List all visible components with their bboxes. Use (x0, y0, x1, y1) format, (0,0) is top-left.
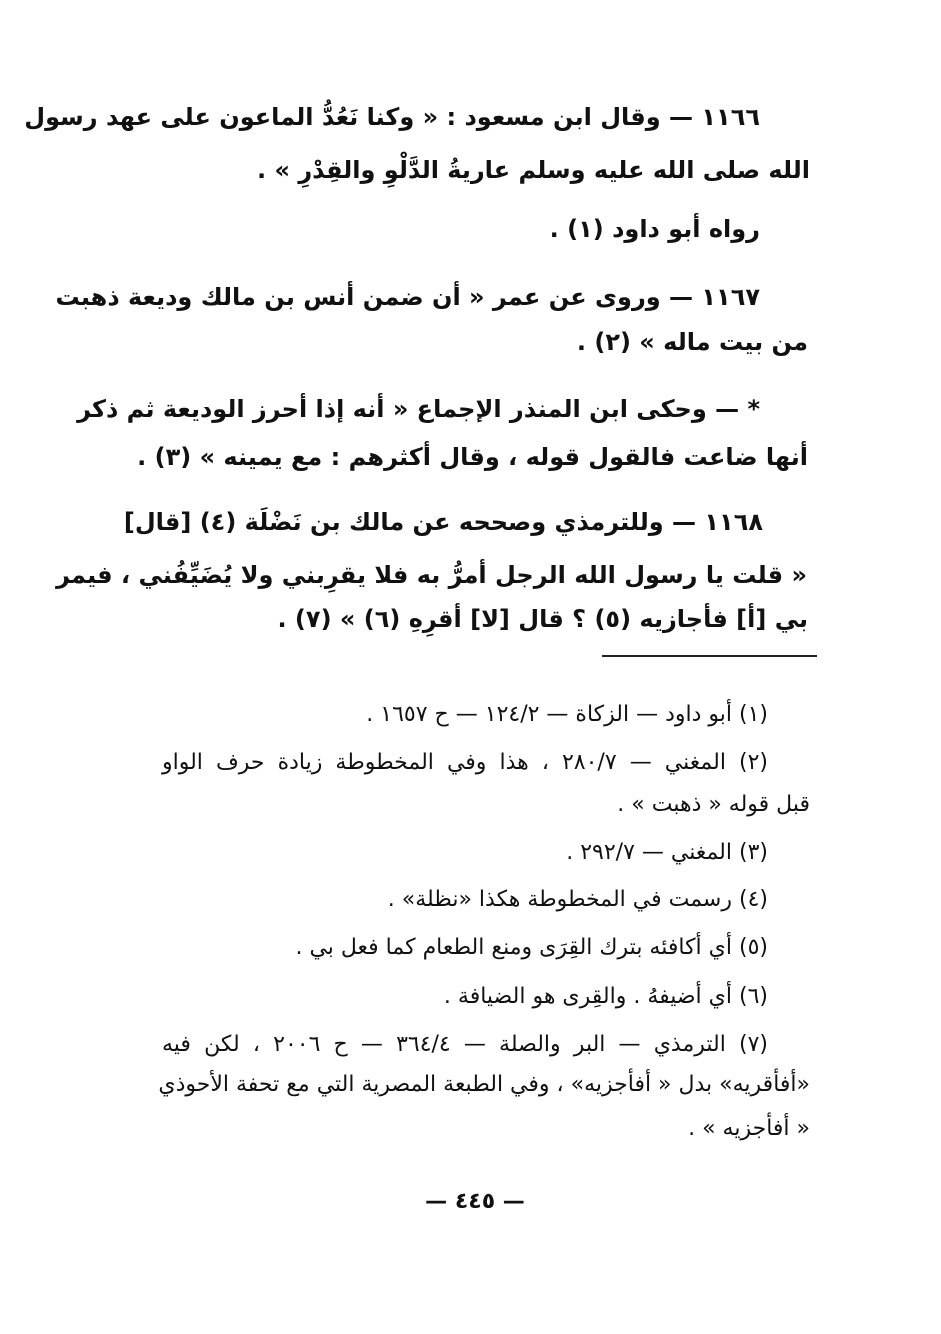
footnote-1: (١) أبو داود — الزكاة — ١٢٤/٢ — ح ١٦٥٧ . (366, 702, 768, 727)
hadith-1166-line-1: ١١٦٦ — وقال ابن مسعود : « وكنا نَعُدُّ الماعون على عهد رسول (24, 103, 760, 131)
footnote-3: (٣) المغني — ٢٩٢/٧ . (566, 840, 768, 865)
footnote-5: (٥) أي أكافئه بترك القِرَى ومنع الطعام كما فعل بي . (295, 935, 768, 960)
footnote-2-line-2: قبل قوله « ذهبت » . (617, 792, 810, 817)
ijma-paragraph-line-1: * — وحكى ابن المنذر الإجماع « أنه إذا أحرز الوديعة ثم ذكر (77, 395, 760, 423)
narration-abu-dawud: رواه أبو داود (١) . (549, 215, 760, 243)
hadith-1167-line-2: من بيت ماله » (٢) . (576, 328, 808, 356)
hadith-1168-line-3: بي [أ] فأجازيه (٥) ؟ قال [لا] أقرِهِ (٦) » (٧) . (277, 605, 808, 633)
footnote-2-line-1: (٢) المغني — ٢٨٠/٧ ، هذا وفي المخطوطة زيادة حرف الواو (162, 750, 768, 775)
hadith-1168-line-2: « قلت يا رسول الله الرجل أمرُّ به فلا يقرِبني ولا يُضَيِّفُني ، فيمر (56, 561, 807, 589)
footnote-7-line-2: «أفأقريه» بدل « أفأجزيه» ، وفي الطبعة المصرية التي مع تحفة الأحوذي (158, 1072, 810, 1097)
hadith-1167-line-1: ١١٦٧ — وروى عن عمر « أن ضمن أنس بن مالك وديعة ذهبت (55, 283, 760, 311)
footnote-6: (٦) أي أضيفهُ . والقِرى هو الضيافة . (443, 984, 768, 1009)
footnote-divider (602, 655, 817, 657)
footnote-4: (٤) رسمت في المخطوطة هكذا «نظلة» . (387, 887, 768, 912)
footnote-7-line-1: (٧) الترمذي — البر والصلة — ٣٦٤/٤ — ح ٢٠٠٦ ، لكن فيه (162, 1032, 769, 1057)
hadith-1168-line-1: ١١٦٨ — وللترمذي وصححه عن مالك بن نَضْلَة (٤) [قال] (123, 508, 763, 536)
ijma-paragraph-line-2: أنها ضاعت فالقول قوله ، وقال أكثرهم : مع يمينه » (٣) . (137, 443, 808, 471)
hadith-1166-line-2: الله صلى الله عليه وسلم عاريةُ الدَّلْوِ والقِدْرِ » . (256, 156, 810, 184)
page-number: — ٤٤٥ — (425, 1189, 525, 1214)
footnote-7-line-3: « أفأجزيه » . (688, 1116, 810, 1141)
